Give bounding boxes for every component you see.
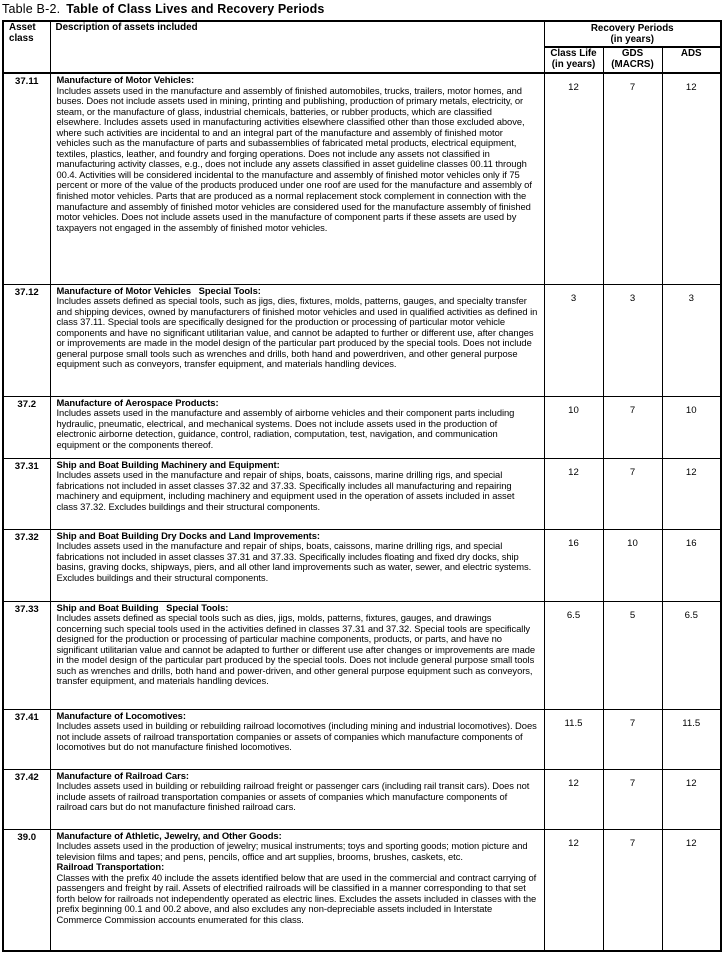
header-class-life-line2: (in years) (551, 59, 596, 70)
class-life-cell: 12 (544, 829, 603, 951)
gds-cell: 7 (603, 396, 662, 458)
class-life-cell: 11.5 (544, 709, 603, 769)
class-life-cell: 12 (544, 769, 603, 829)
class-life-cell: 6.5 (544, 601, 603, 709)
asset-class-cell: 37.42 (3, 769, 50, 829)
description-heading: Ship and Boat Building Special Tools: (56, 601, 229, 613)
header-ads-label: ADS (680, 48, 702, 59)
table-header (3, 21, 721, 73)
description-cell (50, 601, 544, 709)
header-gds-line2: (MACRS) (611, 59, 654, 70)
description-text: Includes assets used in the manufacture and repair of ships, boats, caissons, marine drilling rigs, and special fabrications not included in asset classes 37.32 and 37.33. Specifically includes all manufacturing and repairing machinery and equipment, including machinery and equipment used in the operation of assets included in asset class 37.32. Excludes buildings and their structural components. (56, 469, 515, 512)
description-heading: Manufacture of Aerospace Products: (56, 396, 219, 408)
description-heading: Manufacture of Motor Vehicles Special Tools: (56, 284, 261, 296)
description-heading: Ship and Boat Building Dry Docks and Land Improvements: (56, 529, 320, 541)
class-life-cell: 12 (544, 73, 603, 284)
class-life-cell: 12 (544, 458, 603, 529)
ads-cell: 12 (662, 458, 721, 529)
table-row (3, 769, 721, 829)
header-recovery-line1: Recovery Periods (590, 23, 674, 34)
description-text: Includes assets used in the manufacture and repair of ships, boats, caissons, marine drilling rigs, and special fabrications not included in asset classes 37.31 and 37.33. Specifically includes floating and fixed dry docks, ship basins, graving docks, shipways, piers, and all other land improvements such as water, sewer, and electric systems. Excludes buildings and their structural components. (56, 540, 532, 583)
table-title: Table of Class Lives and Recovery Periods (66, 2, 325, 16)
table-row (3, 829, 721, 951)
gds-cell: 7 (603, 769, 662, 829)
description-text: Includes assets used in building or rebuilding railroad locomotives (including mining and industrial locomotives). Does not include assets of railroad transportation companies or assets of companies which manufacture components of locomotives but do not manufacture finished locomotives. (56, 720, 537, 753)
header-asset-class-line2: class (9, 33, 34, 44)
ads-cell: 10 (662, 396, 721, 458)
ads-cell: 12 (662, 73, 721, 284)
asset-class-cell: 37.12 (3, 284, 50, 396)
header-asset-class-line1: Asset (9, 22, 36, 33)
header-recovery-line2: (in years) (610, 34, 655, 45)
description-cell (50, 529, 544, 601)
description-heading: Manufacture of Locomotives: (56, 709, 186, 721)
table-row (3, 396, 721, 458)
class-life-cell: 16 (544, 529, 603, 601)
ads-cell: 12 (662, 769, 721, 829)
header-ads (662, 47, 721, 73)
ads-cell: 6.5 (662, 601, 721, 709)
header-description (50, 21, 544, 73)
header-gds-line1: GDS (621, 48, 644, 59)
description-cell (50, 284, 544, 396)
asset-class-cell: 37.2 (3, 396, 50, 458)
page-title (0, 0, 725, 17)
table-row (3, 529, 721, 601)
asset-class-cell: 37.41 (3, 709, 50, 769)
description-heading: Railroad Transportation: (56, 861, 165, 873)
header-class-life-line1: Class Life (550, 48, 597, 59)
description-text: Includes assets used in the production of jewelry; musical instruments; toys and sporting goods; motion picture and television films and tapes; and pens, pencils, office and art supplies, brooms, brushes, caskets, etc. (56, 840, 528, 862)
asset-class-cell: 37.11 (3, 73, 50, 284)
description-text: Includes assets used in the manufacture and assembly of finished automobiles, trucks, trailers, motor homes, and buses. Does not include assets used in mining, printing and publishing, production of primary metals, electricity, or steam, or the manufacture of glass, industrial chemicals, batteries, or rubber products, which are classified elsewhere. Includes assets used in manufacturing activities elsewhere classified other than those excluded above, where such activities are incidental to and an integral part of the manufacture and assembly of finished motor vehicles such as the manufacture of parts and subassemblies of fabricated metal products, electrical equipment, textiles, plastics, leather, and foundry and forging operations. Does not include any assets not classified in manufacturing activity classes, e.g., does not include any assets classified in asset guideline classes 00.11 through 00.4. Activities will be considered incidental to the manufacture and assembly of finished motor vehicles only if 75 percent or more of the value of the products produced under one roof are used for the manufacture and assembly of finished motor vehicles. Parts that are produced as a normal replacement stock complement in connection with the manufacture and assembly of finished motor vehicles are considered used for the manufacture assembly of finished motor vehicles. Does not include assets used in the manufacture of component parts if these assets are used by taxpayers not engaged in the assembly of finished motor vehicles. (56, 84, 532, 233)
table-row (3, 601, 721, 709)
description-heading: Ship and Boat Building Machinery and Equipment: (56, 458, 280, 470)
table-number-label: Table B-2. (2, 2, 61, 16)
asset-class-cell: 39.0 (3, 829, 50, 951)
ads-cell: 3 (662, 284, 721, 396)
ads-cell: 11.5 (662, 709, 721, 769)
table-row (3, 709, 721, 769)
header-asset-class (3, 21, 50, 73)
description-cell (50, 829, 544, 951)
description-cell (50, 458, 544, 529)
description-cell (50, 396, 544, 458)
header-recovery-periods (544, 21, 721, 47)
gds-cell: 3 (603, 284, 662, 396)
description-text: Includes assets used in building or rebuilding railroad freight or passenger cars (including rail transit cars). Does not include assets of railroad transportation companies or assets of companies which manufacture components of railroad cars but do not manufacture finished railroad cars. (56, 780, 530, 813)
description-text: Includes assets used in the manufacture and assembly of airborne vehicles and their component parts including hydraulic, pneumatic, electrical, and mechanical systems. Does not include assets used in the production of electronic airborne detection, guidance, control, radiation, computation, test, navigation, and communication equipment or the components thereof. (56, 407, 515, 450)
description-heading: Manufacture of Motor Vehicles: (56, 74, 195, 85)
description-cell (50, 73, 544, 284)
class-lives-table (2, 20, 722, 952)
description-cell (50, 769, 544, 829)
table-row (3, 458, 721, 529)
header-row-group (3, 21, 721, 47)
gds-cell: 7 (603, 709, 662, 769)
description-text: Includes assets defined as special tools, such as jigs, dies, fixtures, molds, patterns, gauges, and specialty transfer and shipping devices, owned by manufacturers of finished motor vehicles and used in qualified activities as defined in class 37.11. Special tools are specifically designed for the production or processing of particular motor vehicle components and have no significant utilitarian value, and cannot be adapted to further or different use, after changes or improvements are made in the model design of the particular part produced by the special tools. Does not include general purpose small tools such as wrenches and drills, both hand and powerdriven, and other general purpose equipment such as conveyors, transfer equipment, and materials handling devices. (56, 295, 538, 370)
class-life-cell: 3 (544, 284, 603, 396)
asset-class-cell: 37.33 (3, 601, 50, 709)
gds-cell: 7 (603, 458, 662, 529)
description-text: Includes assets defined as special tools such as dies, jigs, molds, patterns, fixtures, gauges, and drawings concerning such special tools used in the activities defined in classes 37.31 and 37.32. Special tools are specifically designed for the production or processing of particular machine components, products, or parts, and have no significant utilitarian value and cannot be adapted to further or different use after changes or improvements are made in the model design of the particular part produced by the special tools. Does not include general purpose small tools such as wrenches and drills, both hand and power-driven, and other general purpose equipment such as conveyors, transfer equipment, and materials handling devices. (56, 612, 536, 687)
description-cell (50, 709, 544, 769)
asset-class-cell: 37.32 (3, 529, 50, 601)
gds-cell: 5 (603, 601, 662, 709)
gds-cell: 7 (603, 829, 662, 951)
description-text: Classes with the prefix 40 include the assets identified below that are used in the commercial and contract carrying of passengers and freight by rail. Assets of electrified railroads will be classified in a manner corresponding to that set forth below for railroads not independently operated as electric lines. Excludes the assets included in classes with the prefix beginning 00.1 and 00.2 above, and also excludes any non-depreciable assets included in Interstate Commerce Commission accounts enumerated for this class. (56, 871, 537, 925)
ads-cell: 16 (662, 529, 721, 601)
description-heading: Manufacture of Railroad Cars: (56, 769, 189, 781)
class-life-cell: 10 (544, 396, 603, 458)
header-class-life (544, 47, 603, 73)
table-row (3, 73, 721, 284)
gds-cell: 7 (603, 73, 662, 284)
header-description-label: Description of assets included (55, 22, 198, 33)
ads-cell: 12 (662, 829, 721, 951)
table-body (3, 73, 721, 951)
header-gds (603, 47, 662, 73)
asset-class-cell: 37.31 (3, 458, 50, 529)
description-heading: Manufacture of Athletic, Jewelry, and Other Goods: (56, 829, 282, 841)
table-row (3, 284, 721, 396)
gds-cell: 10 (603, 529, 662, 601)
